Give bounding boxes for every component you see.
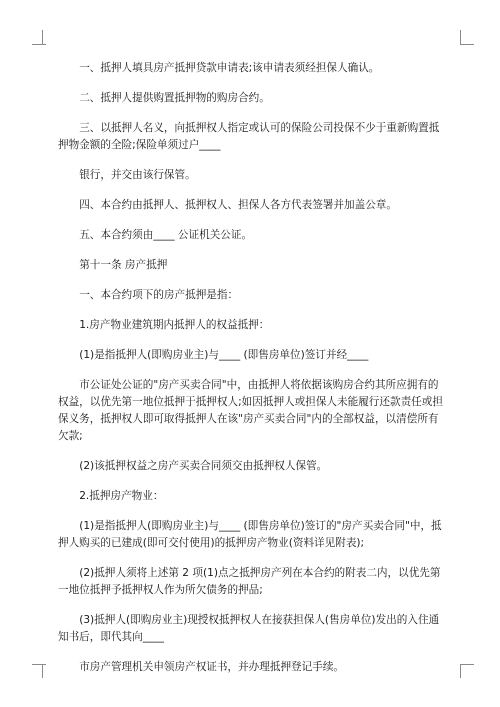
paragraph: 一、抵押人填具房产抵押贷款申请表;该申请表须经担保人确认。: [79, 62, 380, 74]
paragraph: (2)抵押人须将上述第 2 项(1)点之抵押房产列在本合约的附表二内，以优先第一地位抵押予抵押权人作为所欠债务的押品;: [58, 567, 441, 596]
paragraph: (1)是指抵押人(即购房业主)与____ (即售房单位)签订的"房产买卖合同"中，抵押人购买的已建成(即可交付使用)的抵押房产物业(资料详见附表);: [58, 520, 442, 549]
paragraph: 二、抵押人提供购置抵押物的购房合约。: [79, 92, 270, 104]
paragraph: 五、本合约须由____ 公证机关公证。: [79, 229, 253, 241]
paragraph: 四、本合约由抵押人、抵押权人、担保人各方代表签署并加盖公章。: [79, 199, 397, 211]
paragraph: 市公证处公证的"房产买卖合同"中，由抵押人将依据该购房合约其所应拥有的权益，以优先第一地位抵押于抵押权人;如因抵押人或担保人未能履行还款责任或担保义务，抵押权人即可取得抵押人在该"房产买卖合同"内的全部权益，以清偿所有欠款;: [58, 379, 443, 442]
document-body: [58, 60, 446, 676]
paragraph: (3)抵押人(即购房业主)现授权抵押权人在接获担保人(售房单位)发出的入住通知书后，即代其向____: [58, 614, 440, 643]
paragraph: 一、本合约项下的房产抵押是指：: [79, 289, 239, 301]
paragraph: 三、以抵押人名义，向抵押权人指定或认可的保险公司投保不少于重新购置抵押物金额的全险;保险单须过户____: [58, 122, 440, 151]
paragraph: (1)是指抵押人(即购房业主)与____ (即售房单位)签订并经____: [79, 349, 369, 361]
paragraph: 市房产管理机关申领房产权证书，并办理抵押登记手续。: [79, 661, 345, 673]
paragraph: 银行，并交由该行保管。: [79, 169, 196, 181]
paragraph: 1.房产物业建筑期内抵押人的权益抵押：: [79, 319, 270, 331]
section-heading: 第十一条 房产抵押: [79, 259, 168, 271]
paragraph: 2.抵押房产物业：: [79, 490, 164, 502]
paragraph: (2)该抵押权益之房产买卖合同须交由抵押权人保管。: [79, 460, 328, 472]
